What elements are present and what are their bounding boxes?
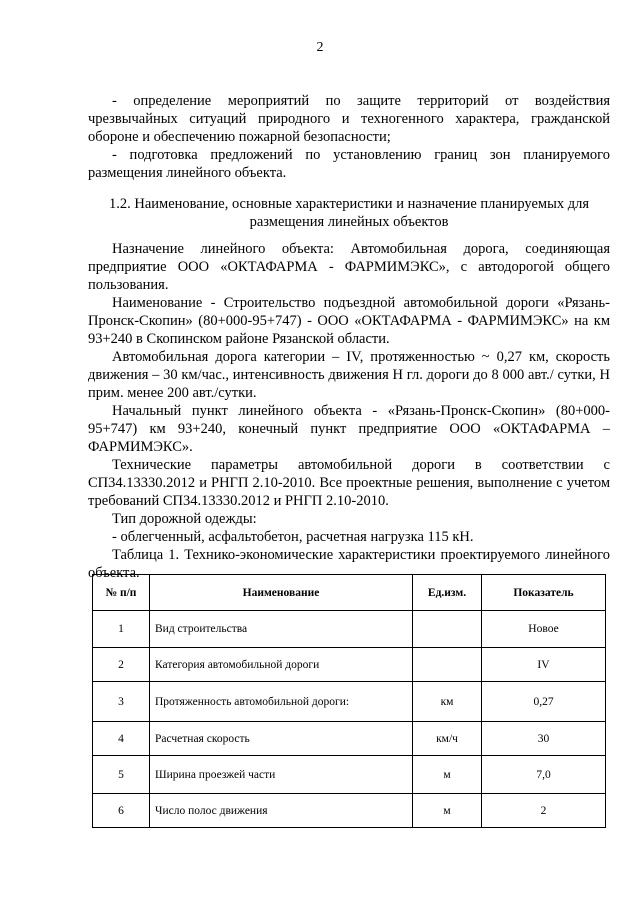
row-name: Число полос движения: [150, 794, 413, 828]
row-value: 30: [482, 722, 606, 756]
row-value: 0,27: [482, 682, 606, 722]
table-header-cell: № п/п: [93, 575, 150, 611]
row-unit: км/ч: [413, 722, 482, 756]
intro-block: [88, 92, 610, 182]
body-paragraph: Автомобильная дорога категории – IV, протяженностью ~ 0,27 км, скорость движения – 30 км/час., интенсивность движения Н гл. дороги до 8 000 авт./ сутки, Н прим. менее 200 авт./сутки.: [88, 349, 610, 401]
table-header-cell: Показатель: [482, 575, 606, 611]
row-number: 3: [93, 682, 150, 722]
row-value: IV: [482, 648, 606, 682]
page-number: 2: [316, 40, 324, 55]
row-number: 5: [93, 756, 150, 794]
body-paragraph: Назначение линейного объекта: Автомобильная дорога, соединяющая предприятие ООО «ОКТАФАРМА - ФАРМИМЭКС», с автодорогой общего пользования.: [88, 241, 610, 293]
table-row: [93, 794, 606, 828]
row-value: 2: [482, 794, 606, 828]
row-value: 7,0: [482, 756, 606, 794]
row-number: 1: [93, 611, 150, 648]
row-name: Категория автомобильной дороги: [150, 648, 413, 682]
table-row: [93, 722, 606, 756]
row-unit: км: [413, 682, 482, 722]
row-number: 4: [93, 722, 150, 756]
body-paragraph: - облегченный, асфальтобетон, расчетная нагрузка 115 кН.: [112, 529, 474, 545]
row-number: 6: [93, 794, 150, 828]
intro-paragraph: - определение мероприятий по защите территорий от воздействия чрезвычайных ситуаций природного и техногенного характера, гражданской обороне и обеспечению пожарной безопасности;: [88, 93, 610, 145]
row-value: Новое: [482, 611, 606, 648]
row-number: 2: [93, 648, 150, 682]
row-name: Вид строительства: [150, 611, 413, 648]
table-row: [93, 648, 606, 682]
characteristics-table: [92, 574, 606, 828]
row-name: Протяженность автомобильной дороги:: [150, 682, 413, 722]
row-name: Ширина проезжей части: [150, 756, 413, 794]
table-row: [93, 682, 606, 722]
table-header-cell: Ед.изм.: [413, 575, 482, 611]
row-unit: [413, 611, 482, 648]
table-caption: Таблица 1. Технико-экономические характеристики проектируемого линейного объекта.: [88, 547, 610, 581]
section-heading: 1.2. Наименование, основные характеристики и назначение планируемых для размещения линейных объектов: [108, 196, 589, 230]
row-unit: [413, 648, 482, 682]
body-block: [88, 240, 610, 582]
row-name: Расчетная скорость: [150, 722, 413, 756]
table-header-cell: Наименование: [150, 575, 413, 611]
row-unit: м: [413, 794, 482, 828]
body-paragraph: Начальный пункт линейного объекта - «Рязань-Пронск-Скопин» (80+000-95+747) км 93+240, конечный пункт предприятие ООО «ОКТАФАРМА – ФАРМИМЭКС».: [88, 403, 610, 455]
table-row: [93, 756, 606, 794]
body-paragraph: Технические параметры автомобильной дороги в соответствии с СП34.13330.2012 и РНГП 2.10-2010. Все проектные решения, выполнение с учетом требований СП34.13330.2012 и РНГП 2.10-2010.: [88, 457, 610, 509]
table-header-row: [93, 575, 606, 611]
row-unit: м: [413, 756, 482, 794]
intro-paragraph: - подготовка предложений по установлению границ зон планируемого размещения линейного объекта.: [88, 147, 610, 181]
body-paragraph: Наименование - Строительство подъездной автомобильной дороги «Рязань-Пронск-Скопин» (80+000-95+747) - ООО «ОКТАФАРМА - ФАРМИМЭКС» на км 93+240 в Скопинском районе Рязанской области.: [88, 295, 610, 347]
table-row: [93, 611, 606, 648]
body-paragraph: Тип дорожной одежды:: [112, 511, 257, 527]
